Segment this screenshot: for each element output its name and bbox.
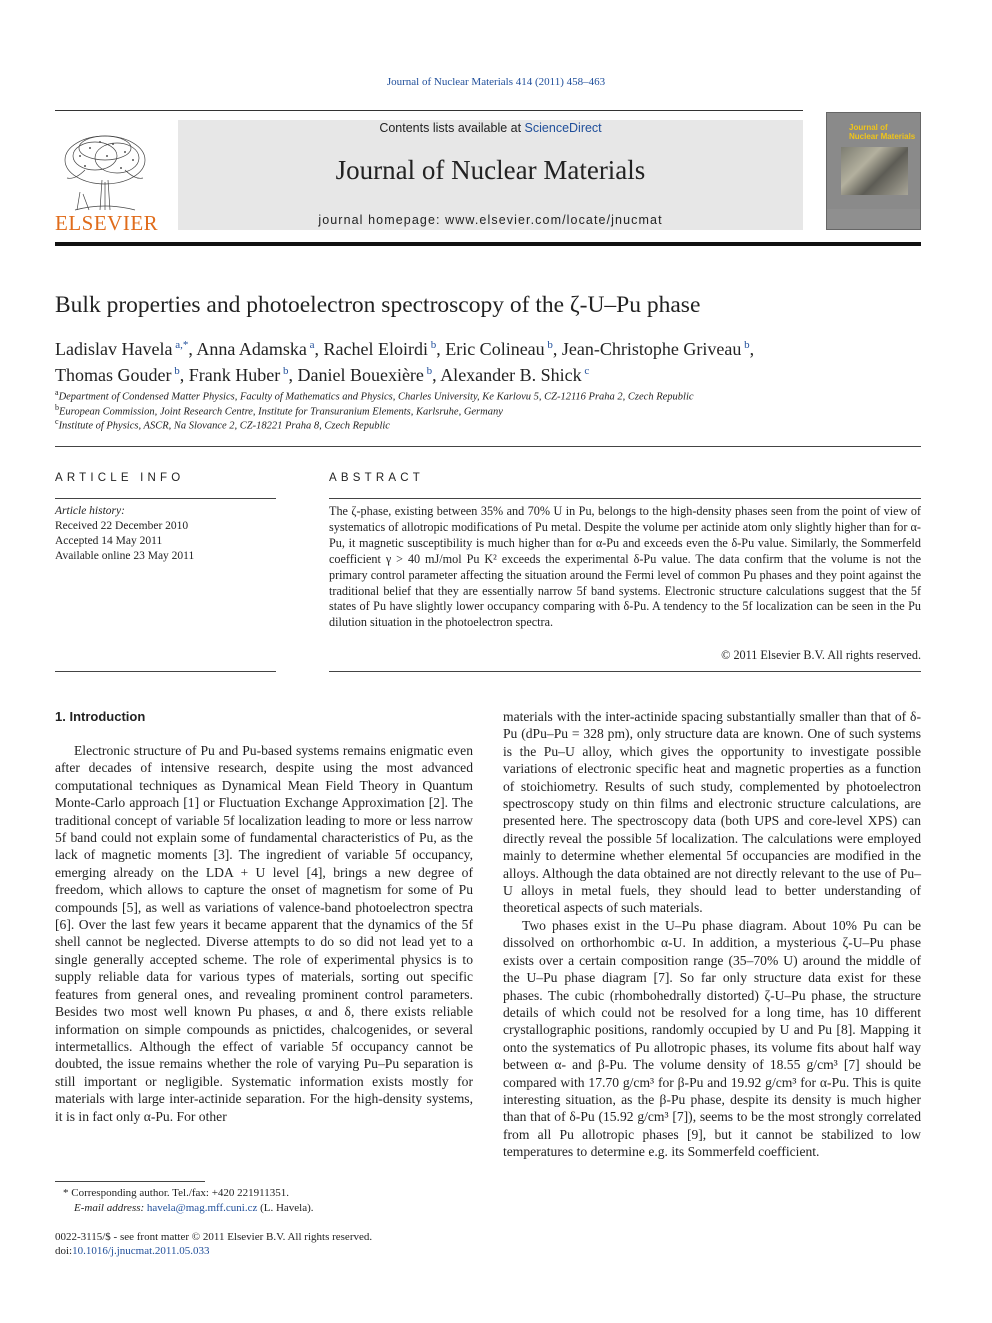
footnote-rule: [55, 1181, 205, 1182]
article-info-rule-top: [55, 498, 276, 499]
body-column-left: [55, 742, 473, 1125]
abstract-text: The ζ-phase, existing between 35% and 70% U in Pu, belongs to the high-density phases seen from the point of view of systematics of allotropic modifications of Pu metal. Despite the volume per actinide atom only slightly higher than for α-Pu, it magnetic susceptibility is much higher than for α-Pu and exceeds even the δ-Pu value. Similarly, the Sommerfeld coefficient γ > 40 mJ/mol Pu K² exceeds the experimental δ-Pu value. The data confirm that the volume is not the primary control parameter affecting the situation around the Fermi level of common Pu phases and they point against the traditional belief that they are essentially narrow 5f band systems. Electronic structure calculations suggest that the 5f states of Pu have slightly lower occupancy comparing with δ-Pu. A tendency to the 5f localization can be seen in the Pu dilution situation in the photoelectron spectra.: [329, 504, 921, 630]
intro-paragraph-2: materials with the inter-actinide spacing substantially smaller than that of δ-Pu (dPu–Pu = 328 pm), only structure data are known. One of such systems is the Pu–U alloy, which gives the opportunity to investigate possible variations of electronic specific heat and magnetic properties as a function of stoichiometry. Results of such study, complemented by photoelectron spectroscopy study on thin films and electronic structure calculations, are presented here. The spectroscopy data (both UPS and core-level XPS) can directly reveal the possible 5f localization. The calculations were employed mainly to determine whether elemental 5f occupancies are modified in the alloys. Although the data obtained are not directly relevant to the use of Pu–U alloys in metal fuels, they should lead to better understanding of theoretical aspects of such materials.: [503, 709, 921, 916]
corresponding-author-note: * Corresponding author. Tel./fax: +420 221911351.: [63, 1187, 290, 1199]
sciencedirect-link[interactable]: ScienceDirect: [524, 121, 602, 135]
author-separator: ,: [552, 339, 562, 359]
intro-paragraph-3: Two phases exist in the U–Pu phase diagram. About 10% Pu can be dissolved on orthorhombic α-U. In addition, a mysterious ζ-U–Pu phase exists over a certain composition range (35–70% U) around the middle of the U–Pu phase diagram [7]. So far only structure data exist for these phases. The cubic (rhombohedrally distorted) ζ-U–Pu phase, the structure details of which could not be resolved for a long time, has 10 different crystallographic positions, randomly occupied by U and Pu [8]. Mapping it onto the systematics of Pu allotropic phases, its volume fits about half way between α- and β-Pu. The volume density of 18.55 g/cm³ [7] should be compared with 17.70 g/cm³ for β-Pu and 19.92 g/cm³ for α-Pu. This is quite interesting situation, as the β-Pu phase, despite its density is much higher than that of δ-Pu (15.92 g/cm³ [7]), seems to be the most strongly correlated from all Pu allotropic phases [9], but it cannot be stabilized to low temperatures to determine e.g. its Sommerfeld coefficient.: [503, 917, 921, 1160]
section-heading-introduction: 1. Introduction: [55, 709, 146, 724]
author-name[interactable]: Eric Colineau: [445, 339, 545, 359]
email-suffix: (L. Havela).: [257, 1202, 314, 1214]
abstract-rule-bottom: [329, 671, 921, 672]
header-thick-rule: [55, 242, 921, 246]
history-label: Article history:: [55, 505, 125, 517]
journal-cover-thumbnail: [826, 112, 921, 230]
author-affiliation-mark[interactable]: b: [423, 365, 433, 377]
article-info-rule-bottom: [55, 671, 276, 672]
author-list: [55, 334, 921, 386]
author-name[interactable]: Anna Adamska: [196, 339, 307, 359]
elsevier-logo-text: ELSEVIER: [55, 211, 159, 235]
author-affiliation-mark[interactable]: b: [280, 365, 289, 377]
doi-prefix: doi:: [55, 1245, 73, 1257]
author-separator: ,: [314, 339, 324, 359]
journal-name: Journal of Nuclear Materials: [335, 155, 646, 185]
accepted-date: Accepted 14 May 2011: [55, 535, 163, 547]
author-separator: ,: [188, 339, 197, 359]
doi-line: [55, 1244, 473, 1258]
author-separator: ,: [432, 365, 441, 385]
doi-link[interactable]: 10.1016/j.jnucmat.2011.05.033: [72, 1245, 210, 1257]
abstract-heading: ABSTRACT: [329, 472, 424, 484]
header-rule: [55, 110, 803, 111]
cover-title: Journal of Nuclear Materials: [849, 123, 916, 141]
author-affiliation-mark[interactable]: a: [306, 339, 315, 351]
issn-doi-block: [55, 1230, 473, 1258]
author-name[interactable]: Frank Huber: [188, 365, 281, 385]
body-column-right: [503, 708, 921, 1161]
footnotes: [55, 1186, 473, 1216]
author-name[interactable]: Thomas Gouder: [55, 365, 172, 385]
author-affiliation-mark[interactable]: a,*: [172, 339, 189, 351]
section-rule: [55, 446, 921, 447]
affiliation-b: $^b$European Commission, Joint Research Centre, Institute for Transuranium Elements, Karlsruhe, Germany: [55, 403, 503, 418]
received-date: Received 22 December 2010: [55, 520, 189, 532]
abstract-rule-top: [329, 498, 921, 499]
affiliation-a: $^a$Department of Condensed Matter Physics, Faculty of Mathematics and Physics, Charles University, Ke Karlovu 5, CZ-12116 Praha 2, Czech Republic: [55, 388, 694, 403]
authors-line-1: [55, 334, 921, 360]
author-separator: ,: [749, 339, 755, 359]
author-affiliation-mark[interactable]: b: [741, 339, 750, 351]
article-title: Bulk properties and photoelectron spectroscopy of the ζ-U–Pu phase: [55, 292, 701, 318]
author-affiliation-mark[interactable]: b: [427, 339, 437, 351]
copyright-notice: © 2011 Elsevier B.V. All rights reserved.: [721, 648, 921, 662]
author-name[interactable]: Rachel Eloirdi: [323, 339, 428, 359]
author-affiliation-mark[interactable]: b: [544, 339, 553, 351]
author-separator: ,: [288, 365, 298, 385]
online-date: Available online 23 May 2011: [55, 550, 195, 562]
article-info-heading: ARTICLE INFO: [55, 472, 185, 484]
journal-homepage[interactable]: journal homepage: www.elsevier.com/locate/jnucmat: [318, 213, 663, 227]
author-name[interactable]: Jean-Christophe Griveau: [561, 339, 742, 359]
intro-paragraph-1: Electronic structure of Pu and Pu-based systems remains enigmatic even after decades of intensive research, despite using the most advanced computational techniques as Dynamical Mean Field Theory in Quantum Monte-Carlo approach [1] or Fluctuation Exchange Approximation [2]. The traditional concept of variable 5f localization leading to more or less narrow 5f band could not explain some of fundamental characteristics of Pu, as the lack of magnetic moments [3]. The ingredient of variable 5f occupancy, emerging already on the LDA + U level [4], brings a new degree of freedom, which allows to capture the onset of magnetism for some of Pu compounds [5], as well as variations of valence-band photoelectron spectra [6]. Over the last few years it became apparent that the dynamics of the 5f shell cannot be neglected. Diverse attempts to do so did not lead yet to a single generally accepted scheme. The role of experimental physics is to supply reliable data for various types of materials, sorting out specific features from general ones, and revealing prominent control parameters. Besides two most well known Pu phases, α and δ, there exists reliable information on simple compounds as pnictides, chalcogenides, or several intermetallics. Although the effect of variable 5f occupancy cannot be doubted, the issue remains whether the role of varying Pu–Pu separation is still important or negligible. Systematic information exists mostly for materials with large inter-actinide separation. For the high-density systems, it is in fact only α-Pu. For other: [55, 743, 473, 1124]
article-history: [55, 504, 276, 564]
contents-prefix: Contents lists available at: [379, 121, 525, 135]
cover-footer: [827, 209, 920, 229]
author-affiliation-mark[interactable]: b: [171, 365, 180, 377]
contents-line: [178, 121, 803, 135]
author-separator: ,: [436, 339, 446, 359]
authors-line-2: [55, 360, 921, 386]
cover-image: [841, 147, 908, 195]
affiliation-c: $^c$Institute of Physics, ASCR, Na Slovance 2, CZ-18221 Praha 8, Czech Republic: [55, 417, 390, 432]
email-note: [55, 1201, 473, 1216]
email-link[interactable]: havela@mag.mff.cuni.cz: [146, 1202, 258, 1214]
author-affiliation-mark[interactable]: c: [581, 365, 590, 377]
author-name[interactable]: Ladislav Havela: [55, 339, 173, 359]
author-name[interactable]: Daniel Bouexière: [297, 365, 424, 385]
issn-line: 0022-3115/$ - see front matter © 2011 Elsevier B.V. All rights reserved.: [55, 1231, 373, 1243]
email-label: E-mail address:: [74, 1202, 147, 1214]
journal-citation[interactable]: Journal of Nuclear Materials 414 (2011) 458–463: [386, 76, 606, 88]
author-name[interactable]: Alexander B. Shick: [440, 365, 582, 385]
author-separator: ,: [179, 365, 189, 385]
